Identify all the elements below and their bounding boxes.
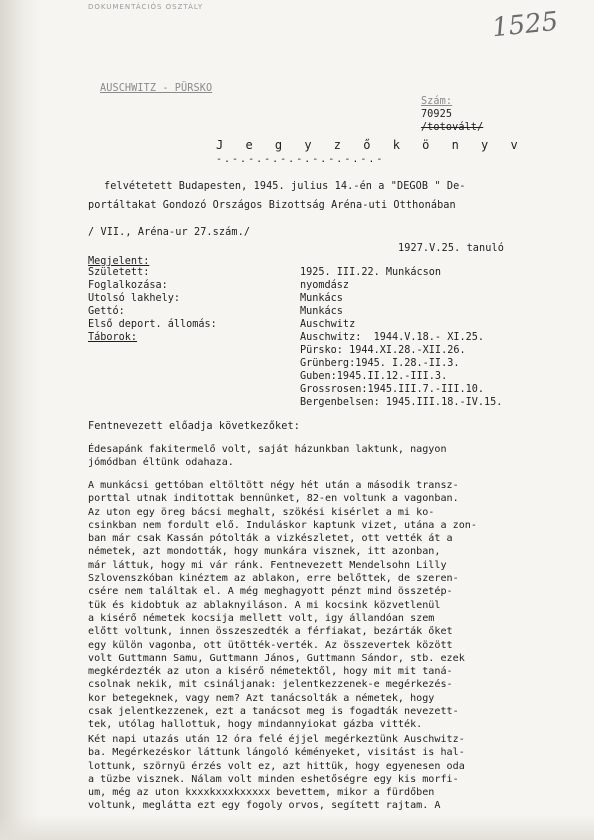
field-label-getto: Gettó:	[88, 306, 125, 317]
text-line: tek, utólag hallottuk, hogy mindannyiokat gázba vitték.	[88, 719, 423, 731]
field-label-szuletett: Született:	[88, 267, 150, 278]
statement-intro: Fentnevezett előadja következőket:	[88, 421, 300, 432]
text-line: kor betegeknek, vagy nem? Azt tanácsolták a németek, hogy	[88, 692, 435, 704]
field-value-lakhely: Munkács	[300, 293, 343, 304]
text-line: Édesapánk fakitermelő volt, saját házunkban laktunk, nagyon	[88, 444, 447, 455]
text-line: Szlovenszkóban kinéztem az ablakon, erre belőttek, de szeren-	[88, 573, 459, 585]
text-line: ba. Megérkezéskor láttunk lángoló kéményeket, visitást is hal-	[88, 747, 465, 759]
birth-note: 1927.V.25. tanuló	[398, 243, 504, 254]
text-line: a kisérő németek kocsija mellett volt, igy állandóan szem	[88, 612, 435, 624]
text-line: a tüzbe visznek. Nálam volt minden eshetőségre egy kis morfi-	[88, 773, 459, 785]
field-value-deport: Auschwitz	[300, 319, 356, 330]
text-line: Az uton egy öreg bácsi meghalt, szökési kisérlet a mi ko-	[88, 506, 435, 518]
number-label: Szám:	[420, 96, 453, 107]
title-underline: -.-.-.-.-.-.-.-.-.-.-	[216, 154, 385, 165]
document-title: J e g y z ő k ö n y v	[216, 138, 526, 152]
intro-line-1: felvétetett Budapesten, 1945. julius 14.-én a "DEGOB " De-	[104, 181, 466, 192]
text-line: voltunk, meglátta ezt egy fogoly orvos, segített rajtam. A	[88, 800, 441, 812]
text-line: csak jelentkezzenek, ezt a tanácsot meg is fogadták nevezett-	[88, 706, 459, 718]
field-value-getto: Munkács	[300, 306, 343, 317]
paragraph-1	[88, 443, 568, 470]
text-line: lottunk, szörnyü érzés volt ez, azt hittük, hogy egyenesen oda	[88, 760, 465, 772]
text-line: A munkácsi gettóban eltöltött négy hét után a második transz-	[88, 480, 459, 491]
text-line: egy külön vagonba, ott ütötték-verték. Az összevertek között	[88, 639, 453, 651]
number-value: 70925	[420, 109, 453, 120]
text-line: ban már csak Kassán pótolták a vizkészletet, ott vették át a	[88, 533, 453, 545]
camp-line-4: Grossrosen:1945.III.7.-III.10.	[300, 384, 485, 395]
camp-line-3: Guben:1945.II.12.-III.3.	[300, 371, 448, 382]
number-struck: /totovált/	[420, 122, 484, 133]
field-label-lakhely: Utolsó lakhely:	[88, 293, 181, 304]
text-line: előtt voltunk, innen összeszedték a férfiakat, bezárták őket	[88, 626, 453, 638]
field-label-taborok: Táborok:	[88, 332, 138, 343]
scan-shadow	[0, 0, 40, 840]
field-label-megjelent: Megjelent:	[88, 256, 150, 267]
camp-line-2: Grünberg:1945. I.28.-II.3.	[300, 358, 460, 369]
handwritten-number: 1525	[490, 6, 560, 44]
archive-stamp: DOKUMENTÁCIÓS OSZTÁLY	[88, 3, 204, 11]
text-line: volt Guttmann Samu, Guttmann János, Guttmann Sándor, stb. ezek	[88, 652, 465, 664]
text-line: porttal utnak inditottak bennünket, 82-en voltunk a vagonban.	[88, 493, 459, 505]
paragraph-2	[88, 479, 568, 732]
text-line: Két napi utazás után 12 óra felé éjjel megérkeztünk Auschwitz-	[88, 734, 465, 745]
text-line: tük és kidobtuk az ablaknyiláson. A mi kocsink közvetlenül	[88, 599, 441, 611]
text-line: csinkban nem fordult elő. Induláskor kaptunk vizet, utána a zon-	[88, 519, 477, 531]
scan-bottom-shadow	[0, 815, 594, 840]
text-line: már láttuk, hogy mi vár ránk. Fentnevezett Mendelsohn Lilly	[88, 559, 447, 571]
camp-line-1: Pürsko: 1944.XI.28.-XII.26.	[300, 345, 466, 356]
paragraph-3	[88, 733, 568, 813]
field-value-foglalkozasa: nyomdász	[300, 280, 350, 291]
text-line: um, még az uton kxxxkxxxkxxxxx bevettem, mikor a fürdőben	[88, 787, 435, 799]
text-line: németek, azt mondották, hogy munkára visznek, itt azonban,	[88, 546, 441, 558]
text-line: csolnak nekik, mit csináljanak: jelentkezzenek-e megérkezés-	[88, 679, 453, 691]
text-line: megkérdezték az uton a kisérő németektől, hogy mit mit taná-	[88, 666, 453, 678]
field-label-deport: Első deport. állomás:	[88, 319, 217, 330]
header-location: AUSCHWITZ - PÜRSKO	[100, 83, 213, 94]
field-label-foglalkozasa: Foglalkozása:	[88, 280, 168, 291]
camp-line-5: Bergenbelsen: 1945.III.18.-IV.15.	[300, 397, 503, 408]
intro-line-3: / VII., Aréna-ur 27.szám./	[88, 227, 251, 238]
text-line: jómódban éltünk odahaza.	[88, 457, 234, 469]
field-value-szuletett: 1925. III.22. Munkácson	[300, 267, 442, 278]
text-line: csére nem találtak el. A még meghagyott pénzt mind összetép-	[88, 586, 453, 598]
intro-line-2: portáltakat Gondozó Országos Bizottság Aréna-uti Otthonában	[88, 200, 456, 211]
field-value-taborok: Auschwitz: 1944.V.18.- XI.25.	[300, 332, 485, 343]
